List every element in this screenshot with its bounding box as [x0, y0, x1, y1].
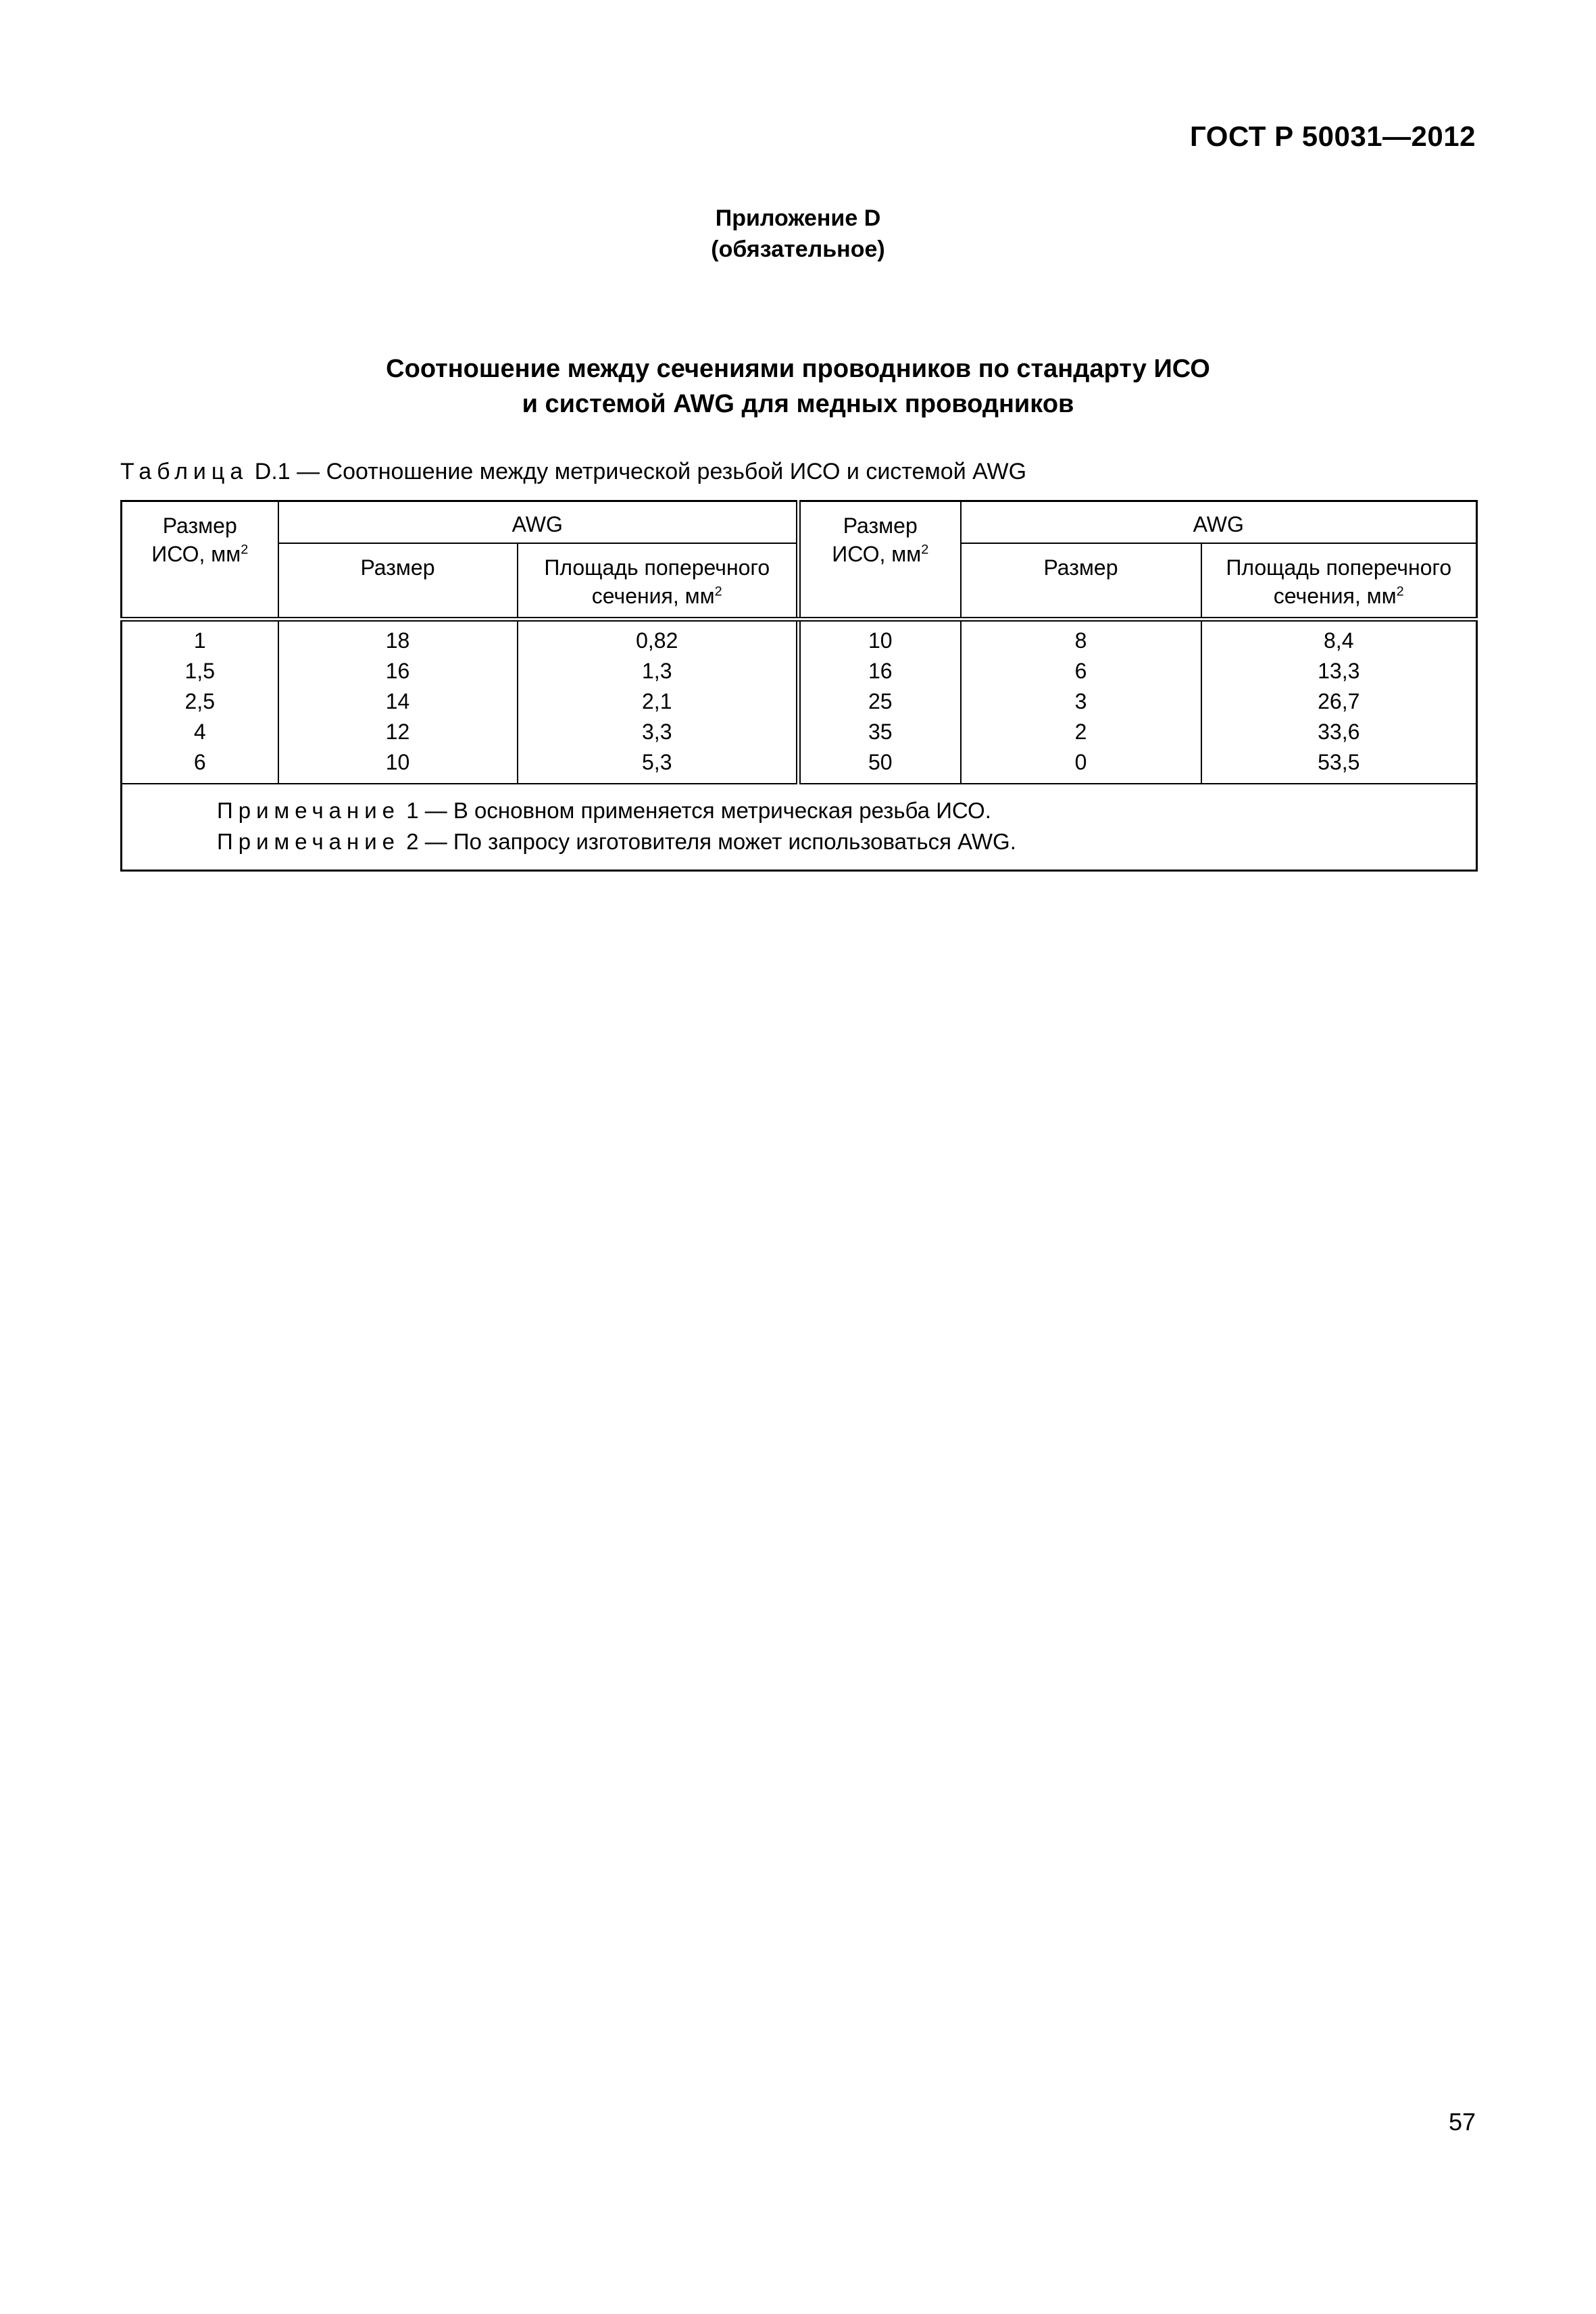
table-header-row-1 — [122, 501, 1477, 544]
col-iso-size-left — [122, 620, 278, 784]
header-iso-size-unit: ИСО, мм — [151, 542, 241, 566]
cell-value: 16 — [868, 659, 893, 683]
cell-value: 18 — [385, 628, 410, 653]
header-iso-size-right-sup: 2 — [921, 542, 929, 557]
cell-value: 8,4 — [1324, 628, 1354, 653]
table-data-row — [122, 620, 1477, 784]
header-iso-size-right — [799, 501, 961, 620]
note-1 — [217, 795, 1476, 826]
cell-value: 12 — [385, 720, 410, 744]
cell-value: 5,3 — [642, 750, 672, 774]
cell-value: 6 — [193, 750, 206, 774]
header-awg-size-left: Размер — [278, 543, 518, 620]
header-awg-area-right — [1201, 543, 1477, 620]
cell-value: 6 — [1074, 659, 1087, 683]
cell-value: 4 — [193, 720, 206, 744]
cell-value: 1 — [193, 628, 206, 653]
header-awg-area-left-line1: Площадь поперечного — [544, 555, 770, 580]
cell-value: 53,5 — [1318, 750, 1360, 774]
col-awg-size-right — [961, 620, 1201, 784]
table-caption — [120, 457, 1026, 486]
note-2 — [217, 826, 1476, 857]
cell-value: 35 — [868, 720, 893, 744]
header-iso-size-line2 — [122, 540, 278, 568]
awg-conversion-table — [120, 500, 1478, 872]
cell-value: 3,3 — [642, 720, 672, 744]
header-iso-size — [122, 501, 278, 620]
header-awg-area-left-unit: сечения, мм — [591, 584, 715, 608]
cell-value: 16 — [385, 659, 410, 683]
header-awg-area-left-line2 — [518, 582, 797, 610]
col-awg-size-left — [278, 620, 518, 784]
cell-value: 26,7 — [1318, 689, 1360, 713]
header-iso-size-right-line1: Размер — [843, 513, 918, 538]
header-iso-size-line1: Размер — [162, 513, 237, 538]
note-1-text: 1 — В основном применяется метрическая резьба ИСО. — [406, 798, 991, 823]
page-number: 57 — [1448, 2108, 1476, 2136]
cell-value: 2,5 — [184, 689, 215, 713]
header-awg-area-right-line1: Площадь поперечного — [1226, 555, 1452, 580]
cell-value: 13,3 — [1318, 659, 1360, 683]
cell-value: 1,5 — [184, 659, 215, 683]
appendix-status: (обязательное) — [711, 236, 885, 262]
note-2-text: 2 — По запросу изготовителя может использоваться AWG. — [406, 829, 1016, 854]
header-awg-area-left-sup: 2 — [714, 584, 722, 599]
section-title-line1: Соотношение между сечениями проводников по стандарту ИСО — [386, 355, 1210, 383]
document-id: ГОСТ Р 50031—2012 — [1190, 120, 1476, 152]
table-caption-prefix: Таблица — [120, 459, 249, 484]
header-iso-size-right-unit: ИСО, мм — [832, 542, 922, 566]
cell-value: 0 — [1074, 750, 1087, 774]
table-notes-row — [122, 784, 1477, 871]
col-awg-area-left — [518, 620, 799, 784]
header-awg-area-right-unit: сечения, мм — [1273, 584, 1397, 608]
cell-value: 33,6 — [1318, 720, 1360, 744]
cell-value: 2,1 — [642, 689, 672, 713]
appendix-title: Приложение D — [715, 205, 881, 231]
cell-value: 8 — [1074, 628, 1087, 653]
cell-value: 0,82 — [636, 628, 678, 653]
cell-value: 10 — [868, 628, 893, 653]
header-iso-size-sup: 2 — [241, 542, 249, 557]
cell-value: 10 — [385, 750, 410, 774]
cell-value: 3 — [1074, 689, 1087, 713]
cell-value: 25 — [868, 689, 893, 713]
header-awg-group-left: AWG — [278, 501, 799, 544]
header-awg-group-right: AWG — [961, 501, 1477, 544]
header-awg-area-right-line2 — [1202, 582, 1476, 610]
note-1-label: Примечание — [217, 798, 401, 823]
cell-value: 50 — [868, 750, 893, 774]
table-notes — [122, 784, 1477, 871]
cell-value: 2 — [1074, 720, 1087, 744]
header-awg-size-right: Размер — [961, 543, 1201, 620]
table-caption-text: D.1 — Соотношение между метрической резьбой ИСО и системой AWG — [254, 459, 1027, 484]
col-awg-area-right — [1201, 620, 1477, 784]
section-title-line2: и системой AWG для медных проводников — [522, 390, 1074, 418]
cell-value: 14 — [385, 689, 410, 713]
section-title — [0, 351, 1596, 422]
header-awg-area-left — [518, 543, 799, 620]
header-iso-size-right-line2 — [801, 540, 960, 568]
header-awg-area-right-sup: 2 — [1396, 584, 1404, 599]
cell-value: 1,3 — [642, 659, 672, 683]
appendix-heading — [0, 203, 1596, 265]
col-iso-size-right — [799, 620, 961, 784]
note-2-label: Примечание — [217, 829, 401, 854]
